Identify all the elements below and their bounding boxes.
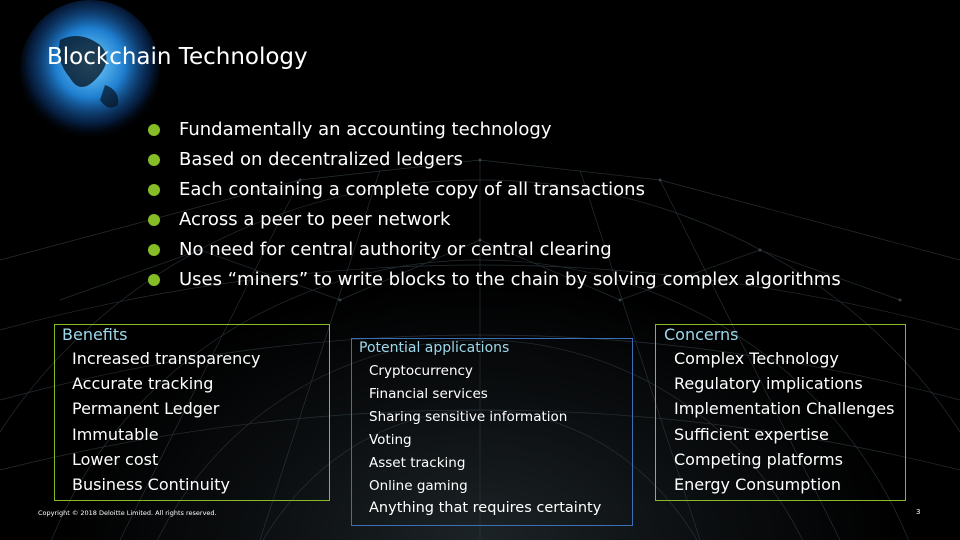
applications-list: [369, 360, 567, 498]
benefits-title: Benefits: [62, 325, 128, 344]
concerns-title: Concerns: [664, 325, 739, 344]
concern-item: Sufficient expertise: [674, 424, 829, 444]
concern-item: Energy Consumption: [674, 474, 842, 494]
bullet-dot-icon: [148, 214, 160, 226]
benefit-item: Lower cost: [72, 449, 159, 469]
benefits-list: [72, 346, 261, 497]
key-points-list: [148, 115, 841, 295]
application-item: Financial services: [369, 386, 488, 402]
applications-title: Potential applications: [359, 340, 510, 356]
slide-title: Blockchain Technology: [47, 44, 308, 70]
benefit-item: Business Continuity: [72, 474, 230, 494]
application-item-last: Anything that requires certainty: [369, 500, 602, 516]
copyright-text: Copyright © 2018 Deloitte Limited. All rights reserved.: [38, 509, 217, 517]
bullet-item: Each containing a complete copy of all transactions: [148, 175, 841, 205]
bullet-dot-icon: [148, 244, 160, 256]
bullet-item: Fundamentally an accounting technology: [148, 115, 841, 145]
application-item: Asset tracking: [369, 455, 466, 471]
bullet-item: Across a peer to peer network: [148, 205, 841, 235]
benefit-item: Increased transparency: [72, 349, 261, 368]
bullet-dot-icon: [148, 154, 160, 166]
concern-item: Implementation Challenges: [674, 399, 895, 419]
bullet-item: Based on decentralized ledgers: [148, 145, 841, 175]
benefit-item: Accurate tracking: [72, 374, 214, 394]
bullet-item: Uses “miners” to write blocks to the chain by solving complex algorithms: [148, 265, 841, 295]
benefit-item: Immutable: [72, 424, 159, 444]
benefit-item: Permanent Ledger: [72, 399, 220, 419]
bullet-item: No need for central authority or central clearing: [148, 235, 841, 265]
concerns-list: [674, 346, 894, 497]
application-item: Cryptocurrency: [369, 363, 473, 379]
application-item: Online gaming: [369, 478, 468, 494]
application-item: Sharing sensitive information: [369, 409, 568, 425]
concern-item: Complex Technology: [674, 349, 839, 368]
concern-item: Regulatory implications: [674, 374, 863, 394]
bullet-dot-icon: [148, 184, 160, 196]
bullet-dot-icon: [148, 124, 160, 136]
bullet-dot-icon: [148, 274, 160, 286]
application-item: Voting: [369, 432, 412, 448]
page-number: 3: [916, 508, 921, 516]
concern-item: Competing platforms: [674, 449, 843, 469]
